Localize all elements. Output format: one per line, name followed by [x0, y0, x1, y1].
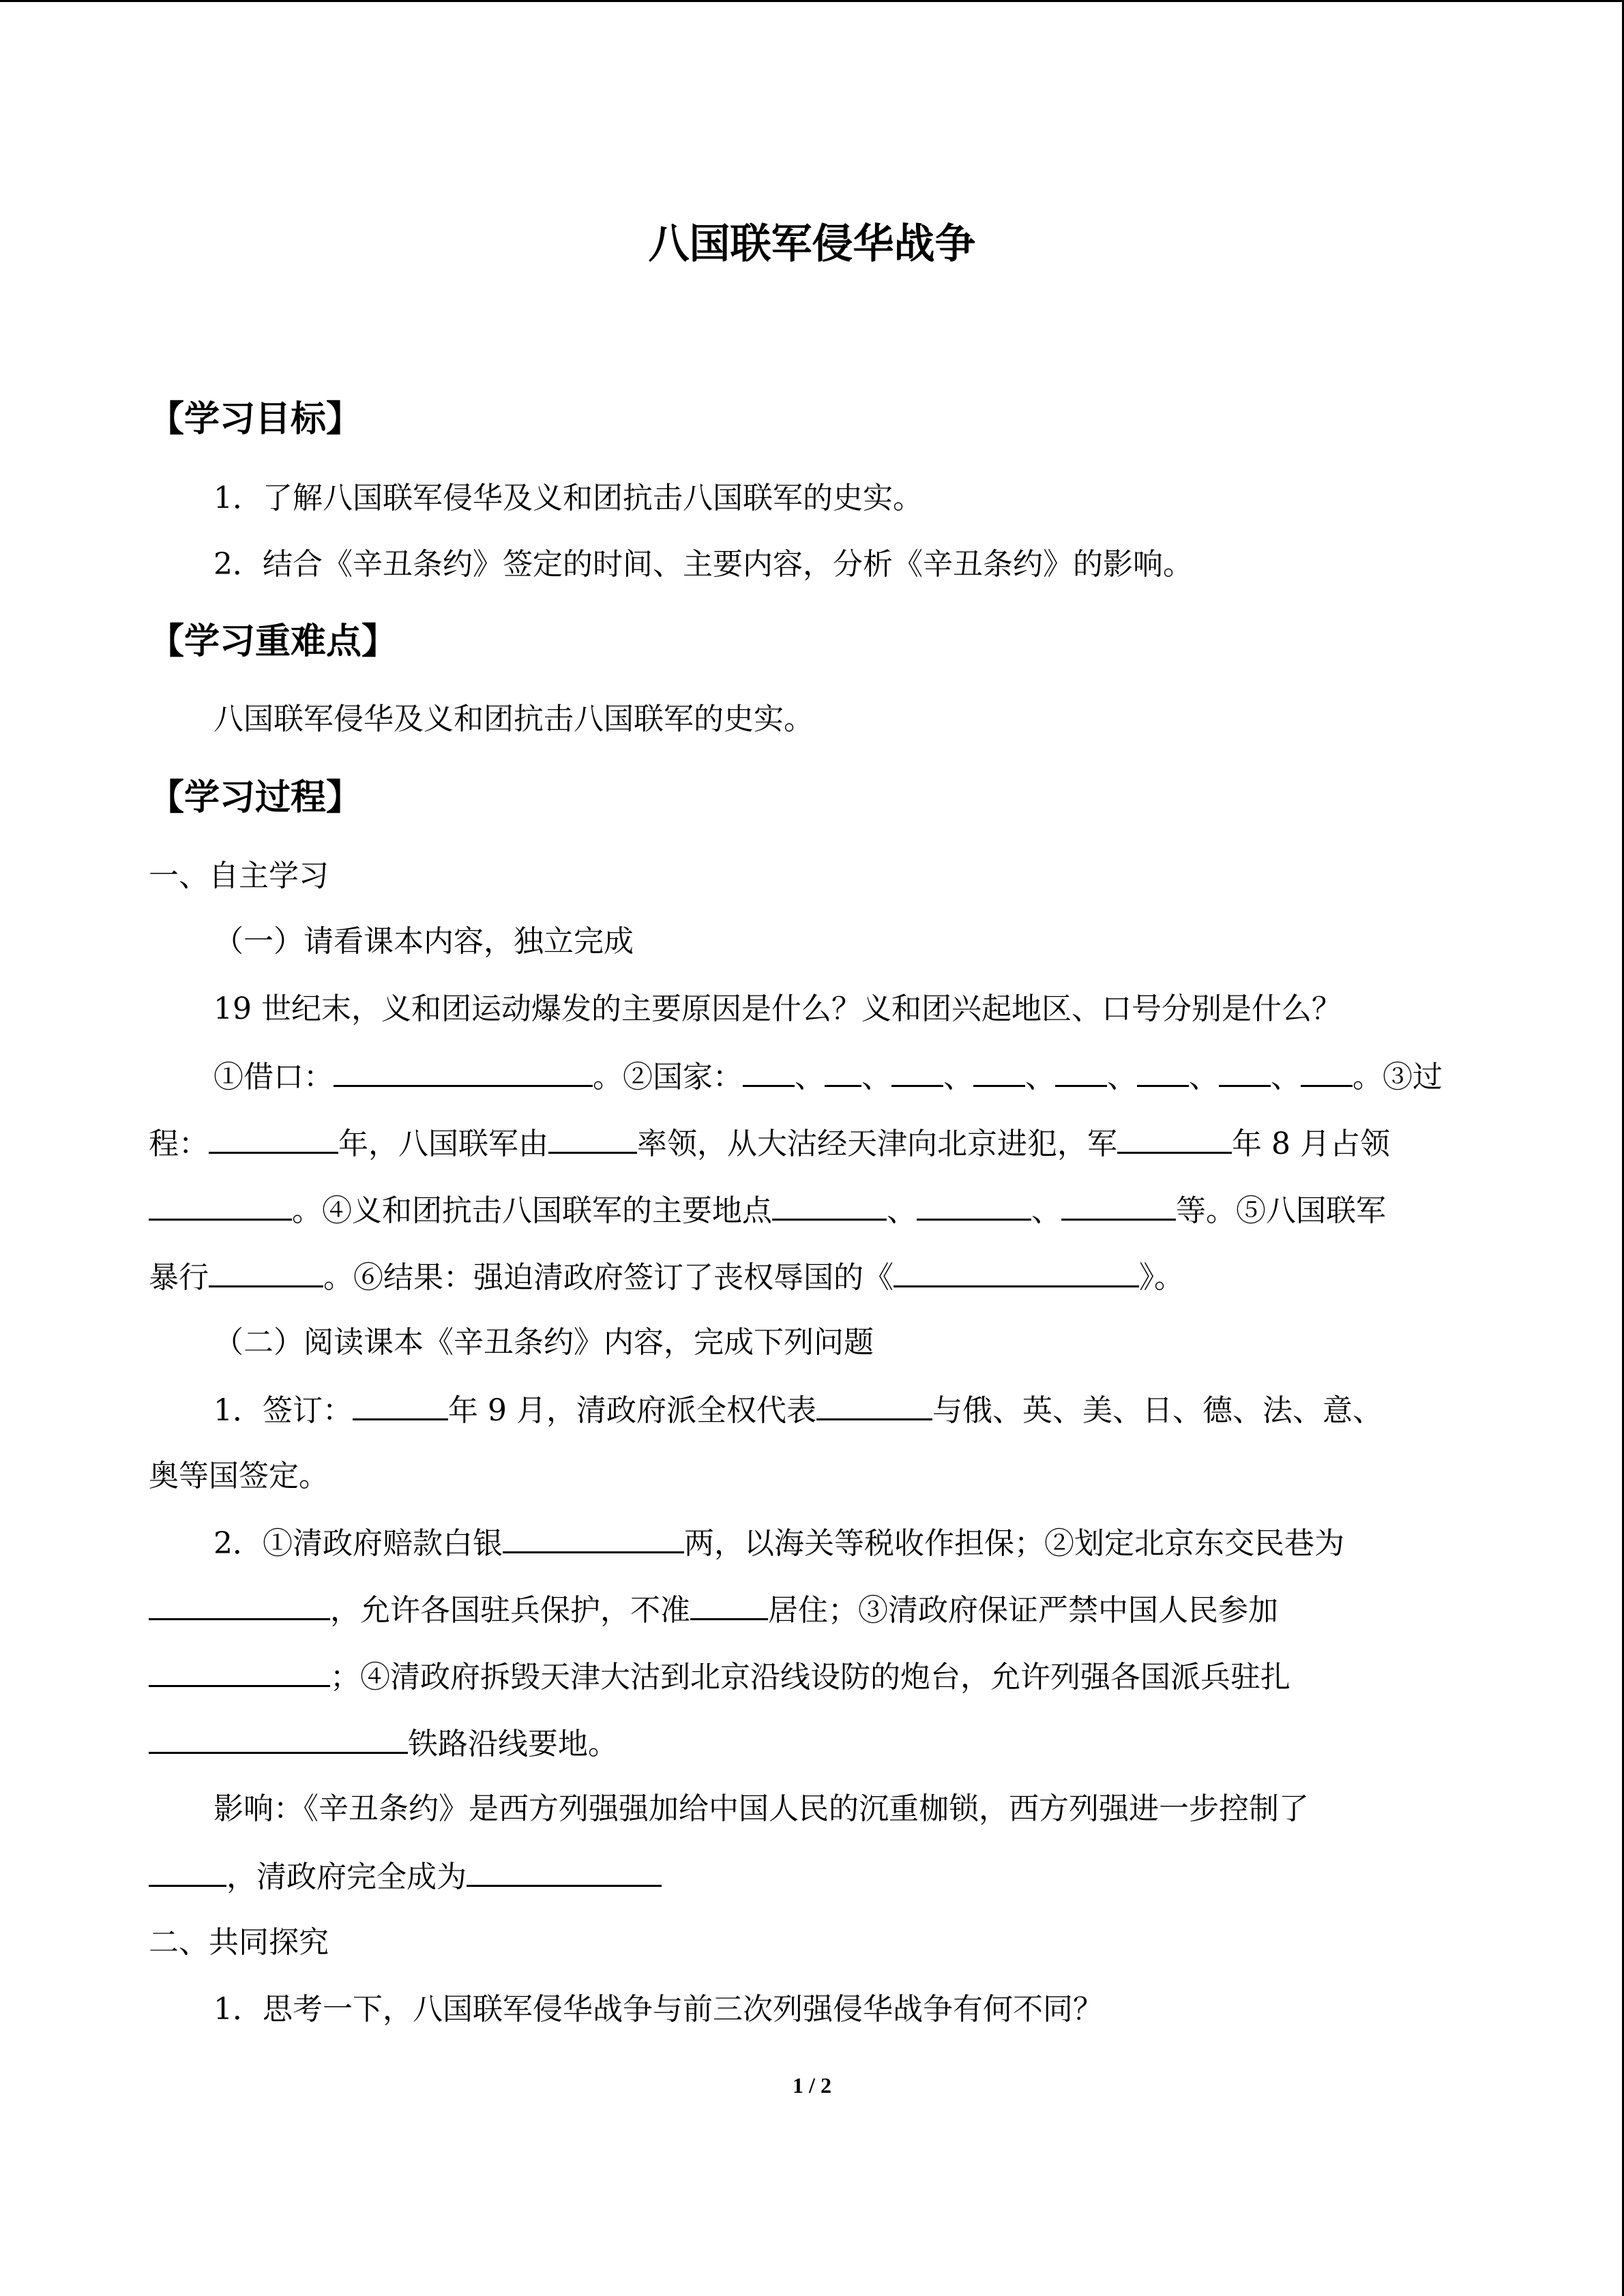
explore-question-1: 1．思考一下，八国联军侵华战争与前三次列强侵华战争有何不同？ [213, 1992, 1103, 2027]
blank-commander[interactable] [548, 1122, 637, 1154]
part2-title: （二）阅读课本《辛丑条约》内容，完成下列问题 [213, 1325, 874, 1360]
blank-residents[interactable] [690, 1588, 768, 1620]
q2-line-1: 2．①清政府赔款白银 两，以海关等税收作担保；②划定北京东交民巷为 [213, 1521, 1344, 1565]
blank-tool[interactable] [467, 1855, 662, 1887]
impact-line-1: 影响：《辛丑条约》是西方列强强加给中国人民的沉重枷锁，西方列强进一步控制了 [213, 1791, 1309, 1826]
fill-paragraph-line-3: 。④义和团抗击八国联军的主要地点 、 、 等。⑤八国联军 [149, 1189, 1386, 1232]
blank-pretext[interactable] [334, 1055, 593, 1087]
fill-paragraph-line-4: 暴行 。⑥结果：强迫清政府签订了丧权辱国的《 》。 [149, 1255, 1184, 1299]
page-title: 八国联军侵华战争 [648, 220, 976, 268]
page-border-top [0, 0, 1624, 2]
blank-year-occupy[interactable] [1117, 1122, 1232, 1154]
page-number: 1 / 2 [793, 2073, 831, 2098]
blank-country-1[interactable] [743, 1055, 795, 1087]
blank-country-4[interactable] [973, 1055, 1025, 1087]
blank-location-3[interactable] [1061, 1189, 1176, 1221]
goals-heading: 【学习目标】 [149, 399, 362, 440]
blank-treaty-name[interactable] [894, 1255, 1139, 1287]
blank-country-3[interactable] [891, 1055, 943, 1087]
part1-title: （一）请看课本内容，独立完成 [213, 924, 634, 959]
q2-line-3: ；④清政府拆毁天津大沽到北京沿线设防的炮台，允许列强各国派兵驻扎 [149, 1655, 1290, 1699]
blank-sign-year[interactable] [353, 1388, 448, 1420]
blank-location-2[interactable] [917, 1189, 1031, 1221]
fill-paragraph-line-1: ①借口： 。②国家： 、 、 、 、 、 、 、 。③过 [213, 1055, 1443, 1099]
q2-line-2: ，允许各国驻兵保护，不准 居住；③清政府保证严禁中国人民参加 [149, 1588, 1278, 1632]
q2-line-4: 铁路沿线要地。 [149, 1722, 618, 1765]
blank-representative[interactable] [816, 1388, 932, 1420]
blank-country-5[interactable] [1055, 1055, 1107, 1087]
blank-country-6[interactable] [1137, 1055, 1189, 1087]
impact-line-2: ，清政府完全成为 [149, 1855, 662, 1898]
blank-atrocity[interactable] [209, 1255, 323, 1287]
blank-controlled[interactable] [149, 1855, 226, 1887]
key-points-heading: 【学习重难点】 [149, 621, 398, 662]
fill-paragraph-line-2: 程： 年，八国联军由 率领，从大沽经天津向北京进犯，军 年 8 月占领 [149, 1122, 1390, 1165]
goal-item-1: 1．了解八国联军侵华及义和团抗击八国联军的史实。 [213, 481, 923, 516]
blank-year-invasion[interactable] [209, 1122, 338, 1154]
blank-legation-quarter[interactable] [149, 1588, 330, 1620]
blank-prohibited-org[interactable] [149, 1655, 330, 1687]
key-points-text: 八国联军侵华及义和团抗击八国联军的史实。 [213, 702, 814, 736]
blank-country-8[interactable] [1301, 1055, 1353, 1087]
blank-country-2[interactable] [825, 1055, 861, 1087]
q1-line-1: 1．签订： 年 9 月，清政府派全权代表 与俄、英、美、日、德、法、意、 [213, 1388, 1383, 1432]
question-intro: 19 世纪末，义和团运动爆发的主要原因是什么？义和团兴起地区、口号分别是什么？ [213, 992, 1342, 1026]
goal-item-2: 2．结合《辛丑条约》签定的时间、主要内容，分析《辛丑条约》的影响。 [213, 547, 1193, 582]
blank-indemnity[interactable] [503, 1521, 684, 1553]
section-explore: 二、共同探究 [149, 1925, 329, 1960]
blank-railway[interactable] [149, 1722, 408, 1754]
q1-line-2: 奥等国签定。 [149, 1459, 329, 1493]
blank-country-7[interactable] [1219, 1055, 1271, 1087]
process-heading: 【学习过程】 [149, 777, 362, 818]
blank-location-1[interactable] [772, 1189, 887, 1221]
section-self-study: 一、自主学习 [149, 859, 329, 893]
blank-occupied-city[interactable] [149, 1189, 292, 1221]
